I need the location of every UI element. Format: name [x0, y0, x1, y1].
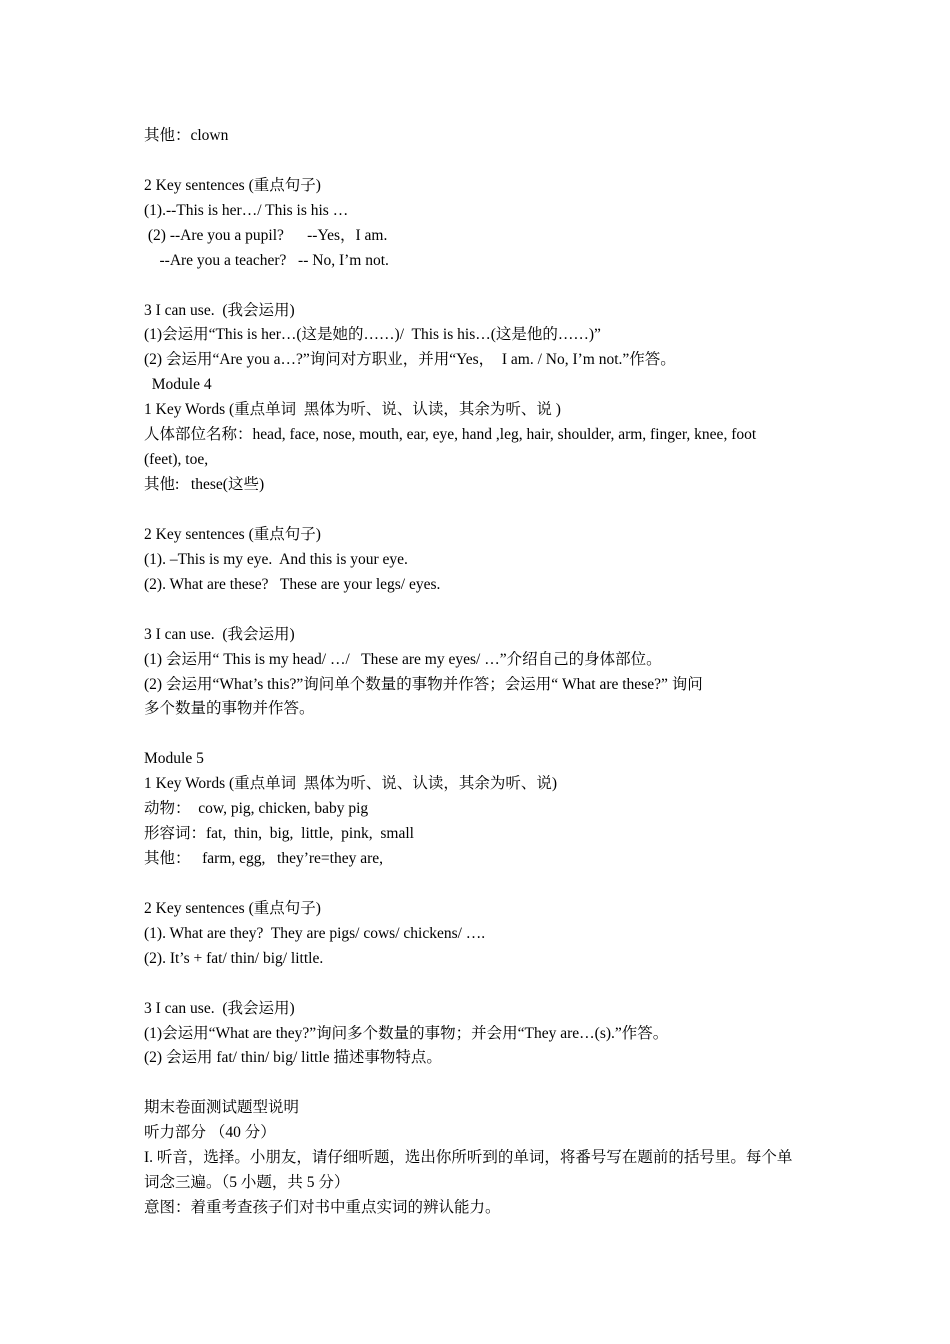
- text-line: 2 Key sentences (重点句子): [144, 525, 321, 543]
- text-line: (1). What are they? They are pigs/ cows/ chickens/ ….: [144, 924, 486, 942]
- text-line: 其他: these(这些): [144, 476, 265, 493]
- text-line: (2) 会运用“What’s this?”询问单个数量的事物并作答；会运用“ What are these?” 询问: [144, 675, 703, 693]
- text-line: 动物： cow, pig, chicken, baby pig: [144, 800, 369, 818]
- text-line: 意图：着重考查孩子们对书中重点实词的辨认能力。: [144, 1199, 501, 1216]
- text-line: 2 Key sentences (重点句子): [144, 899, 321, 917]
- text-line: (1)会运用“What are they?”询问多个数量的事物；并会用“They are…(s).”作答。: [144, 1024, 669, 1042]
- text-line: 其他：clown: [144, 127, 229, 144]
- text-line: (2) 会运用 fat/ thin/ big/ little 描述事物特点。: [144, 1049, 442, 1067]
- text-line: (2) --Are you a pupil? --Yes，I am.: [144, 226, 388, 244]
- text-line: 1 Key Words (重点单词 黑体为听、说、认读，其余为听、说): [144, 775, 558, 793]
- text-line: 多个数量的事物并作答。: [144, 700, 315, 718]
- text-line: 3 I can use. (我会运用): [144, 301, 295, 319]
- text-line: 期末卷面测试题型说明: [144, 1099, 300, 1117]
- text-line: 3 I can use. (我会运用): [144, 625, 295, 643]
- text-line: (2). It’s + fat/ thin/ big/ little.: [144, 949, 324, 967]
- text-line: 人体部位名称：head, face, nose, mouth, ear, eye, hand ,leg, hair, shoulder, arm, finger, knee, foot: [144, 426, 757, 444]
- text-line: Module 5: [144, 750, 204, 768]
- text-line: I. 听音，选择。小朋友，请仔细听题，选出你所听到的单词，将番号写在题前的括号里。每个单: [144, 1149, 793, 1167]
- text-line: (1). –This is my eye. And this is your eye.: [144, 550, 408, 568]
- text-line: 听力部分 （40 分）: [144, 1124, 276, 1142]
- text-line: (1).--This is her…/ This is his …: [144, 201, 349, 219]
- text-line: Module 4: [144, 376, 212, 394]
- text-line: (1) 会运用“ This is my head/ …/ These are my eyes/ …”介绍自己的身体部位。: [144, 650, 662, 668]
- text-line: 词念三遍。（5 小题，共 5 分）: [144, 1174, 350, 1192]
- text-line: 其他： farm, egg, they’re=they are,: [144, 850, 384, 867]
- text-line: (2). What are these? These are your legs/ eyes.: [144, 575, 441, 593]
- text-line: 2 Key sentences (重点句子): [144, 176, 321, 194]
- text-line: (2) 会运用“Are you a…?”询问对方职业，并用“Yes， I am. / No, I’m not.”作答。: [144, 351, 676, 369]
- text-line: 1 Key Words (重点单词 黑体为听、说、认读，其余为听、说 ): [144, 401, 561, 419]
- text-line: --Are you a teacher? -- No, I’m not.: [144, 251, 389, 269]
- text-line: 3 I can use. (我会运用): [144, 999, 295, 1017]
- text-line: 形容词：fat, thin, big, little, pink, small: [144, 825, 414, 842]
- text-line: (1)会运用“This is her…(这是她的……)/ This is his…(这是他的……)”: [144, 326, 601, 344]
- text-line: (feet), toe,: [144, 451, 209, 469]
